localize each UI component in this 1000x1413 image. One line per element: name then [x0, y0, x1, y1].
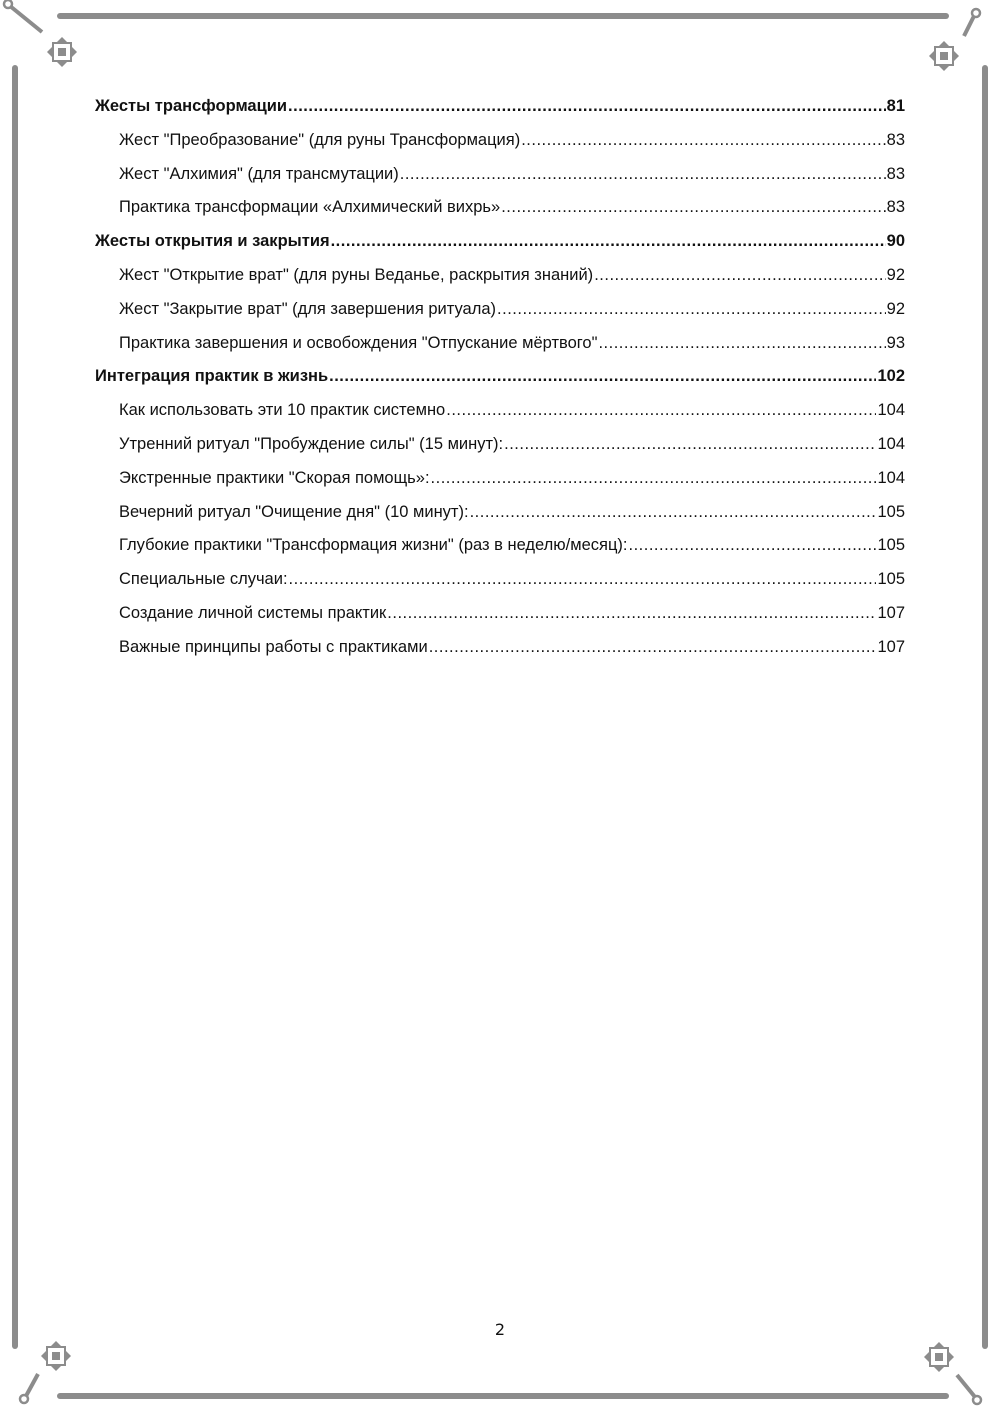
- toc-entry-title: Жест "Алхимия" (для трансмутации): [119, 164, 399, 183]
- toc-entry-page: 107: [877, 603, 905, 622]
- dot-leader: [288, 90, 886, 124]
- toc-entry-title: Интеграция практик в жизнь: [95, 367, 329, 386]
- toc-entry-title: Создание личной системы практик: [119, 603, 387, 622]
- toc-entry-section[interactable]: [95, 360, 905, 394]
- toc-entry-page: 105: [877, 570, 905, 589]
- toc-entry-subsection[interactable]: [95, 631, 905, 665]
- toc-entry-subsection[interactable]: [95, 428, 905, 462]
- dot-leader: [497, 293, 886, 327]
- toc-entry-page: 104: [877, 468, 905, 487]
- dot-leader: [429, 631, 877, 665]
- toc-entry-section[interactable]: [95, 90, 905, 124]
- dot-leader: [446, 394, 876, 428]
- toc-entry-subsection[interactable]: [95, 191, 905, 225]
- dot-leader: [470, 496, 877, 530]
- table-of-contents: [95, 90, 905, 665]
- toc-entry-title: Жест "Преобразование" (для руны Трансформация): [119, 130, 521, 149]
- toc-entry-page: 105: [877, 502, 905, 521]
- toc-entry-subsection[interactable]: [95, 327, 905, 361]
- toc-entry-title: Глубокие практики "Трансформация жизни" (раз в неделю/месяц):: [119, 536, 628, 555]
- toc-entry-subsection[interactable]: [95, 124, 905, 158]
- toc-entry-title: Утренний ритуал "Пробуждение силы" (15 минут):: [119, 434, 504, 453]
- toc-entry-subsection[interactable]: [95, 529, 905, 563]
- toc-entry-page: 81: [886, 97, 905, 115]
- toc-entry-page: 92: [886, 265, 905, 284]
- toc-entry-subsection[interactable]: [95, 462, 905, 496]
- toc-entry-title: Практика трансформации «Алхимический вихрь»: [119, 198, 501, 217]
- page-number: 2: [494, 1320, 506, 1339]
- toc-entry-page: 104: [877, 434, 905, 453]
- toc-entry-subsection[interactable]: [95, 158, 905, 192]
- toc-entry-page: 83: [886, 164, 905, 183]
- dot-leader: [329, 360, 876, 394]
- toc-entry-title: Вечерний ритуал "Очищение дня" (10 минут):: [119, 502, 469, 521]
- corner-ornament-icon: [924, 1342, 981, 1404]
- toc-entry-title: Специальные случаи:: [119, 570, 288, 589]
- corner-ornament-icon: [20, 1341, 71, 1403]
- toc-entry-page: 107: [877, 637, 905, 656]
- toc-entry-title: Жест "Открытие врат" (для руны Веданье, раскрытия знаний): [119, 265, 594, 284]
- dot-leader: [521, 124, 885, 158]
- toc-entry-page: 102: [877, 367, 905, 386]
- toc-entry-subsection[interactable]: [95, 496, 905, 530]
- corner-ornament-icon: [929, 9, 980, 71]
- dot-leader: [400, 158, 886, 192]
- toc-entry-title: Важные принципы работы с практиками: [119, 637, 428, 656]
- dot-leader: [594, 259, 885, 293]
- toc-entry-page: 90: [886, 232, 905, 251]
- toc-entry-subsection[interactable]: [95, 259, 905, 293]
- toc-entry-title: Жест "Закрытие врат" (для завершения ритуала): [119, 299, 497, 318]
- dot-leader: [331, 225, 886, 259]
- toc-entry-subsection[interactable]: [95, 293, 905, 327]
- toc-entry-title: Жесты трансформации: [95, 97, 288, 115]
- toc-entry-subsection[interactable]: [95, 563, 905, 597]
- dot-leader: [504, 428, 876, 462]
- dot-leader: [501, 191, 885, 225]
- toc-entry-page: 93: [886, 333, 905, 352]
- dot-leader: [629, 529, 877, 563]
- toc-entry-page: 105: [877, 536, 905, 555]
- toc-entry-page: 83: [886, 130, 905, 149]
- toc-entry-page: 104: [877, 401, 905, 420]
- corner-ornament-icon: [4, 0, 77, 67]
- toc-entry-page: 83: [886, 198, 905, 217]
- toc-entry-title: Как использовать эти 10 практик системно: [119, 401, 446, 420]
- dot-leader: [431, 462, 877, 496]
- toc-entry-subsection[interactable]: [95, 597, 905, 631]
- toc-entry-section[interactable]: [95, 225, 905, 259]
- dot-leader: [289, 563, 877, 597]
- toc-entry-title: Практика завершения и освобождения "Отпускание мёртвого": [119, 333, 598, 352]
- toc-entry-title: Жесты открытия и закрытия: [95, 232, 330, 251]
- dot-leader: [387, 597, 876, 631]
- dot-leader: [598, 327, 885, 361]
- toc-entry-subsection[interactable]: [95, 394, 905, 428]
- toc-entry-title: Экстренные практики "Скорая помощь»:: [119, 468, 430, 487]
- toc-entry-page: 92: [886, 299, 905, 318]
